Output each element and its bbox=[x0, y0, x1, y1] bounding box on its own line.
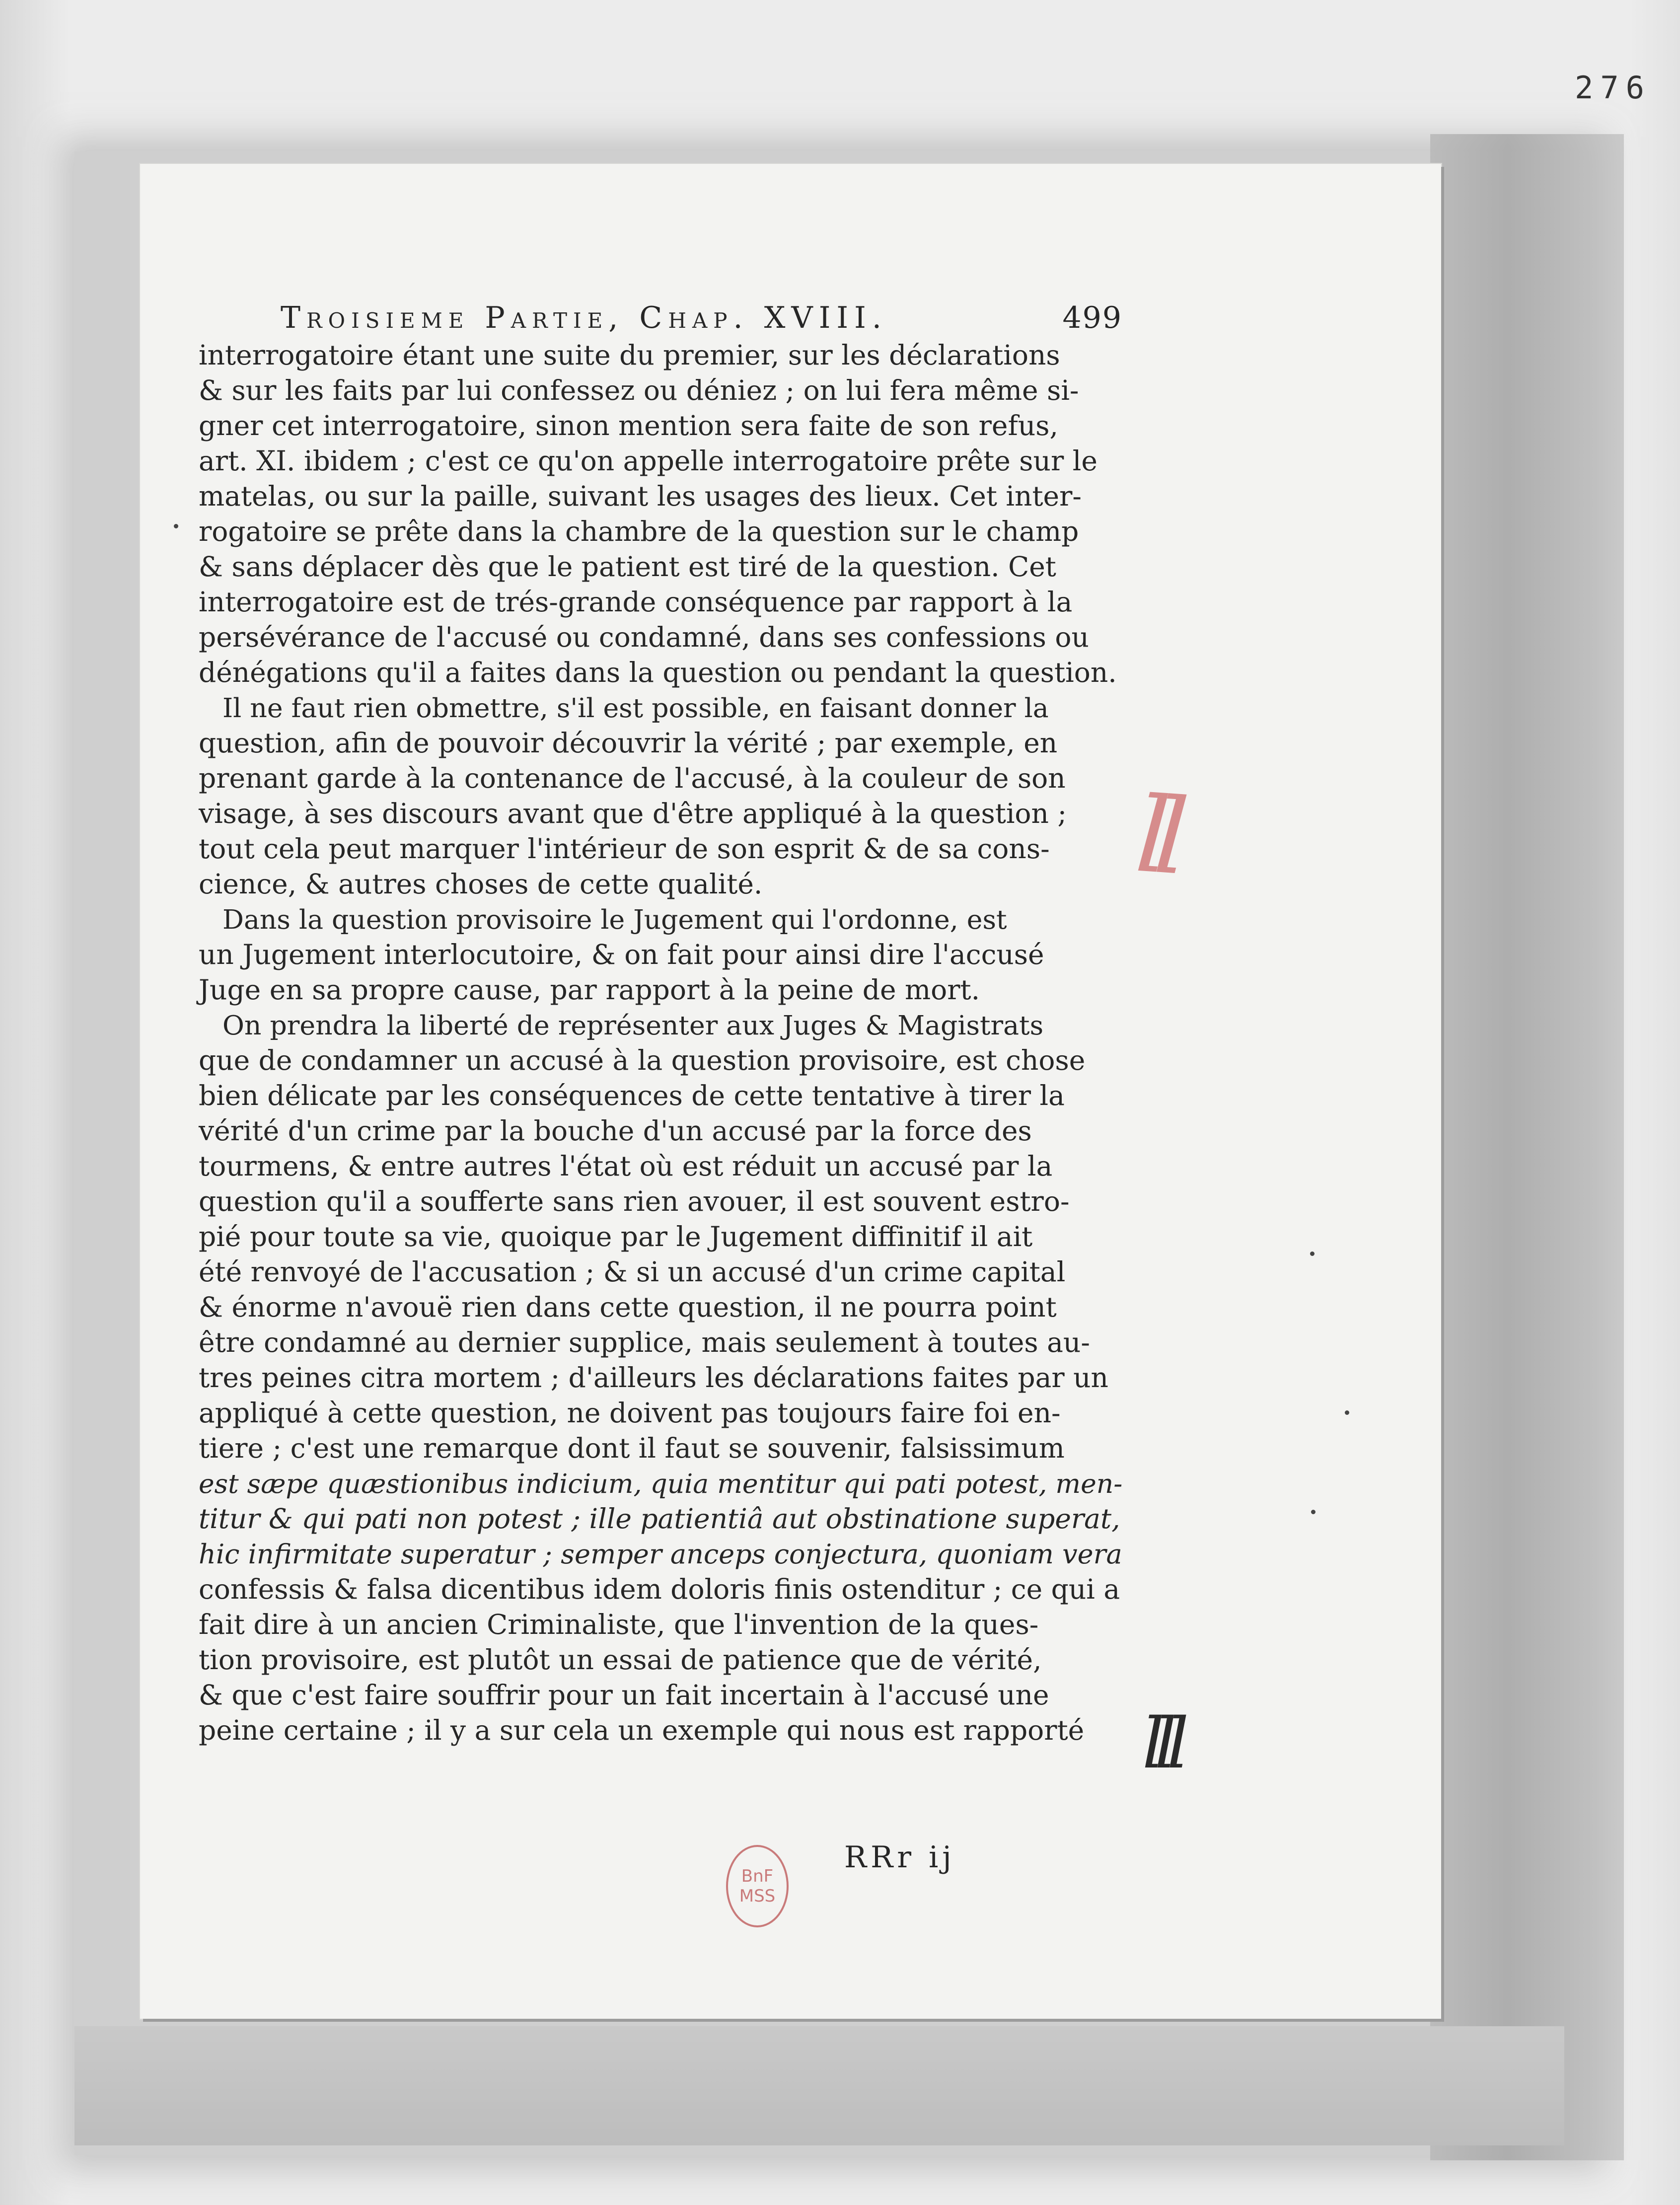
ink-speck-icon bbox=[1310, 1251, 1315, 1256]
text-line: Juge en sa propre cause, par rapport à la peine de mort. bbox=[199, 974, 980, 1006]
text-line: confessis & falsa dicentibus idem doloris finis ostenditur ; ce qui a bbox=[199, 1573, 1120, 1605]
text-line: que de condamner un accusé à la question provisoire, est chose bbox=[199, 1044, 1086, 1076]
red-margin-mark-icon: ll bbox=[1132, 773, 1177, 898]
black-margin-mark-icon: lll bbox=[1142, 1703, 1179, 1784]
page-number: 499 bbox=[1062, 300, 1122, 335]
text-line: être condamné au dernier supplice, mais seulement à toutes au- bbox=[199, 1326, 1090, 1358]
ink-speck-icon bbox=[174, 524, 178, 528]
text-line: persévérance de l'accusé ou condamné, dans ses confessions ou bbox=[199, 621, 1089, 653]
text-line: question qu'il a soufferte sans rien avouer, il est souvent estro- bbox=[199, 1185, 1070, 1217]
text-line: dénégations qu'il a faites dans la question ou pendant la question. bbox=[199, 657, 1117, 688]
text-line: Il ne faut rien obmettre, s'il est possible, en faisant donner la bbox=[222, 692, 1049, 724]
text-line: été renvoyé de l'accusation ; & si un accusé d'un crime capital bbox=[199, 1256, 1066, 1288]
text-line: tion provisoire, est plutôt un essai de patience que de vérité, bbox=[199, 1644, 1042, 1676]
bnf-mss-stamp bbox=[726, 1845, 789, 1927]
backing-bottom-edge bbox=[74, 2026, 1564, 2145]
text-line: Dans la question provisoire le Jugement qui l'ordonne, est bbox=[222, 904, 1007, 935]
text-line: gner cet interrogatoire, sinon mention sera faite de son refus, bbox=[199, 410, 1058, 441]
folio-number: 276 bbox=[1575, 70, 1651, 106]
text-line: hic infirmitate superatur ; semper anceps conjectura, quoniam vera bbox=[199, 1539, 1122, 1570]
text-line: & sur les faits par lui confessez ou déniez ; on lui fera même si- bbox=[199, 374, 1079, 406]
body-text bbox=[199, 338, 1122, 1748]
text-line: pié pour toute sa vie, quoique par le Jugement diffinitif il ait bbox=[199, 1221, 1033, 1252]
text-line: tourmens, & entre autres l'état où est réduit un accusé par la bbox=[199, 1150, 1053, 1182]
backing-right-edge bbox=[1430, 134, 1624, 2160]
text-line: visage, à ses discours avant que d'être appliqué à la question ; bbox=[199, 798, 1067, 829]
running-header bbox=[281, 300, 1122, 335]
stamp-line-2: MSS bbox=[739, 1886, 776, 1906]
text-line: cience, & autres choses de cette qualité. bbox=[199, 868, 763, 900]
text-line: peine certaine ; il y a sur cela un exemple qui nous est rapporté bbox=[199, 1714, 1085, 1746]
signature-mark: RRr ij bbox=[844, 1840, 955, 1875]
text-line: & sans déplacer dès que le patient est tiré de la question. Cet bbox=[199, 551, 1056, 583]
text-line: tiere ; c'est une remarque dont il faut se souvenir, falsissimum bbox=[199, 1432, 1065, 1464]
text-line: vérité d'un crime par la bouche d'un accusé par la force des bbox=[199, 1115, 1032, 1147]
text-line: rogatoire se prête dans la chambre de la question sur le champ bbox=[199, 515, 1079, 547]
text-line: tres peines citra mortem ; d'ailleurs les déclarations faites par un bbox=[199, 1362, 1108, 1394]
text-line: question, afin de pouvoir découvrir la vérité ; par exemple, en bbox=[199, 727, 1058, 759]
text-line: art. XI. ibidem ; c'est ce qu'on appelle interrogatoire prête sur le bbox=[199, 445, 1097, 477]
ink-speck-icon bbox=[1345, 1410, 1349, 1415]
stamp-line-1: BnF bbox=[741, 1866, 774, 1886]
text-line: est sæpe quæstionibus indicium, quia mentitur qui pati potest, men- bbox=[199, 1468, 1123, 1499]
text-line: appliqué à cette question, ne doivent pas toujours faire foi en- bbox=[199, 1397, 1061, 1429]
running-header-title: Troisieme Partie, Chap. XVIII. bbox=[281, 300, 887, 335]
text-line: tout cela peut marquer l'intérieur de son esprit & de sa cons- bbox=[199, 833, 1050, 865]
text-line: & énorme n'avouë rien dans cette question, il ne pourra point bbox=[199, 1291, 1057, 1323]
text-line: interrogatoire est de trés-grande conséquence par rapport à la bbox=[199, 586, 1073, 618]
text-line: prenant garde à la contenance de l'accusé, à la couleur de son bbox=[199, 762, 1066, 794]
text-line: titur & qui pati non potest ; ille patientiâ aut obstinatione superat, bbox=[199, 1503, 1120, 1535]
text-line: interrogatoire étant une suite du premier, sur les déclarations bbox=[199, 339, 1060, 371]
text-line: fait dire à un ancien Criminaliste, que l'invention de la ques- bbox=[199, 1609, 1039, 1640]
text-line: bien délicate par les conséquences de cette tentative à tirer la bbox=[199, 1080, 1065, 1111]
text-line: On prendra la liberté de représenter aux Juges & Magistrats bbox=[222, 1010, 1044, 1041]
text-line: un Jugement interlocutoire, & on fait pour ainsi dire l'accusé bbox=[199, 939, 1044, 970]
ink-speck-icon bbox=[1311, 1510, 1315, 1514]
text-line: & que c'est faire souffrir pour un fait incertain à l'accusé une bbox=[199, 1679, 1049, 1711]
text-line: matelas, ou sur la paille, suivant les usages des lieux. Cet inter- bbox=[199, 480, 1082, 512]
